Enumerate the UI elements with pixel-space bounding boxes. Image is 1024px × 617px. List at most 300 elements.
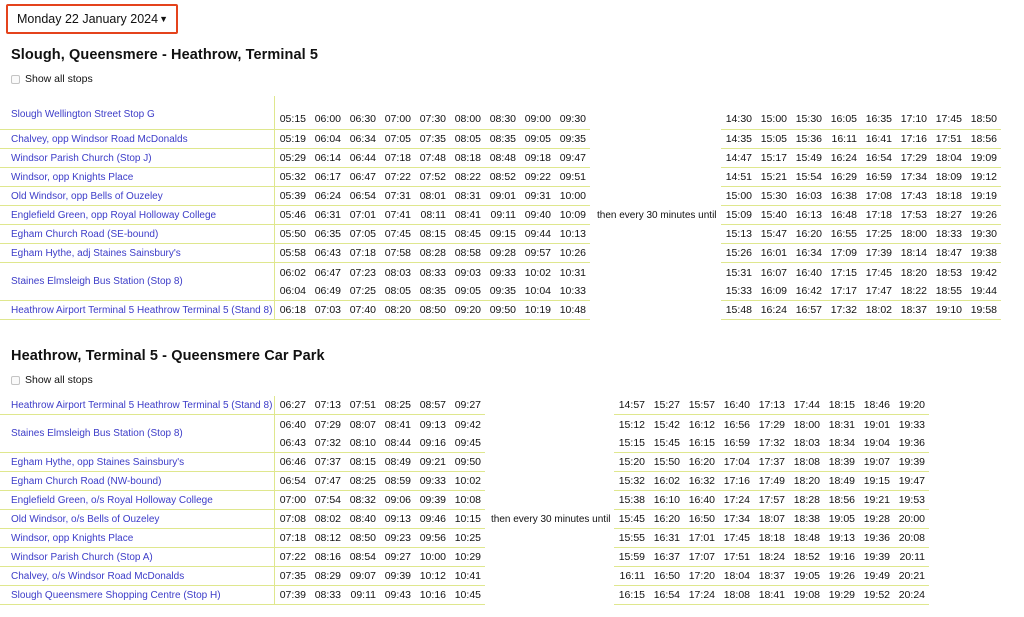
stop-link[interactable]: Egham Church Road (SE-bound): [0, 225, 274, 244]
departure-time: 16:29: [830, 171, 857, 183]
departure-time: 08:54: [349, 551, 376, 563]
stop-link[interactable]: Egham Hythe, adj Staines Sainsbury's: [0, 244, 274, 263]
departure-time: 10:26: [559, 247, 586, 259]
departure-time: 08:10: [349, 437, 376, 449]
departure-time: 18:20: [900, 266, 927, 279]
departure-time: 09:39: [419, 494, 446, 506]
departure-time: 08:59: [384, 475, 411, 487]
departure-time: 15:45: [618, 513, 645, 525]
departure-time: 16:38: [830, 190, 857, 202]
dropdown-arrow-icon: ▼: [159, 14, 168, 24]
departure-time: 10:02: [454, 475, 481, 487]
departure-time: 08:25: [384, 399, 411, 411]
departure-time: 09:28: [489, 247, 516, 259]
departure-time: 06:49: [314, 285, 341, 297]
departure-time: 17:24: [688, 589, 715, 601]
departure-time: 15:00: [725, 190, 752, 202]
stop-link[interactable]: Englefield Green, o/s Royal Holloway College: [0, 491, 274, 510]
departure-time: 14:35: [725, 133, 752, 145]
departure-time: 17:16: [900, 133, 927, 145]
departure-time: 17:15: [830, 266, 857, 279]
departure-time: 06:35: [314, 228, 341, 240]
departure-time: 16:55: [830, 228, 857, 240]
departure-time: 16:56: [723, 418, 750, 431]
departure-time: 16:59: [865, 171, 892, 183]
stop-link[interactable]: Windsor, opp Knights Place: [0, 168, 274, 187]
departure-time: 16:40: [688, 494, 715, 506]
departure-time: 09:50: [454, 456, 481, 468]
departure-time: 07:40: [349, 304, 376, 316]
departure-time: 19:30: [970, 228, 997, 240]
departure-time: 09:23: [384, 532, 411, 544]
stop-link[interactable]: Chalvey, o/s Windsor Road McDonalds: [0, 567, 274, 586]
departure-time: 18:46: [863, 399, 890, 411]
departure-time: 08:02: [314, 513, 341, 525]
departure-time: 18:24: [758, 551, 785, 563]
departure-time: 15:40: [760, 209, 787, 221]
departure-time: 06:17: [314, 171, 341, 183]
departure-time: 19:10: [935, 304, 962, 316]
departure-time: 19:39: [898, 456, 925, 468]
departure-time: 15:20: [618, 456, 645, 468]
departure-time: 16:50: [653, 570, 680, 582]
departure-time: 07:23: [349, 266, 376, 279]
departure-time: 06:44: [349, 152, 376, 164]
departure-time: 17:07: [688, 551, 715, 563]
departure-time: 09:45: [454, 437, 481, 449]
departure-time: 08:33: [419, 266, 446, 279]
departure-time: 09:56: [419, 532, 446, 544]
departure-time: 08:30: [489, 113, 516, 125]
departure-time: 08:05: [384, 285, 411, 297]
departure-time: 18:49: [828, 475, 855, 487]
departure-time: 17:57: [758, 494, 785, 506]
departure-time: 18:02: [865, 304, 892, 316]
departure-time: 07:48: [419, 152, 446, 164]
departure-time: 18:27: [935, 209, 962, 221]
departure-time: 18:04: [723, 570, 750, 582]
departure-time: 05:19: [279, 133, 306, 145]
departure-time: 18:14: [900, 247, 927, 259]
departure-time: 08:01: [419, 190, 446, 202]
departure-time: 07:08: [279, 513, 306, 525]
departure-time: 17:01: [688, 532, 715, 544]
departure-time: 18:47: [935, 247, 962, 259]
departure-time: 20:00: [898, 513, 925, 525]
departure-time: 06:43: [314, 247, 341, 259]
departure-time: 08:25: [349, 475, 376, 487]
departure-time: 18:55: [935, 285, 962, 297]
departure-time: 08:11: [420, 209, 446, 221]
departure-time: 15:59: [618, 551, 645, 563]
stop-link[interactable]: Egham Church Road (NW-bound): [0, 472, 274, 491]
departure-time: 08:50: [349, 532, 376, 544]
departure-time: 09:27: [384, 551, 411, 563]
stop-link[interactable]: Egham Hythe, opp Staines Sainsbury's: [0, 453, 274, 472]
departure-time: 08:52: [489, 171, 516, 183]
departure-time: 19:39: [863, 551, 890, 563]
departure-time: 07:18: [384, 152, 411, 164]
departure-time: 05:32: [279, 171, 306, 183]
departure-time: 06:18: [279, 304, 306, 316]
departure-time: 16:42: [795, 285, 822, 297]
departure-time: 09:27: [454, 399, 481, 411]
departure-time: 08:15: [419, 228, 446, 240]
departure-time: 15:54: [795, 171, 822, 183]
stop-link[interactable]: Windsor Parish Church (Stop J): [0, 149, 274, 168]
departure-time: 09:33: [419, 475, 446, 487]
departure-time: 06:54: [279, 475, 306, 487]
departure-time: 18:28: [793, 494, 820, 506]
departure-time: 18:00: [900, 228, 927, 240]
departure-time: 15:55: [618, 532, 645, 544]
departure-time: 09:21: [419, 456, 446, 468]
departure-time: 07:00: [384, 113, 411, 125]
departure-time: 19:09: [970, 152, 997, 164]
departure-time: 15:12: [618, 418, 645, 431]
departure-time: 15:38: [618, 494, 645, 506]
stop-link[interactable]: Englefield Green, opp Royal Holloway College: [0, 206, 274, 225]
departure-time: 07:29: [314, 418, 341, 431]
departure-time: 06:46: [279, 456, 306, 468]
departure-time: 08:05: [454, 133, 481, 145]
stop-link[interactable]: Staines Elmsleigh Bus Station (Stop 8): [0, 415, 274, 453]
departure-time: 16:09: [760, 285, 787, 297]
departure-time: 09:18: [524, 152, 551, 164]
departure-time: 07:13: [314, 399, 341, 411]
departure-time: 19:07: [863, 456, 890, 468]
departure-time: 19:15: [863, 475, 890, 487]
departure-time: 16:05: [830, 113, 857, 125]
stop-list: [0, 396, 275, 605]
departure-time: 09:15: [489, 228, 516, 240]
stop-link[interactable]: Slough Wellington Street Stop G: [0, 96, 274, 130]
departure-time: 08:03: [384, 266, 411, 279]
show-all-stops-label: Show all stops: [25, 73, 93, 85]
departure-time: 16:20: [653, 513, 680, 525]
departure-time: 17:45: [935, 113, 962, 125]
departure-time: 18:08: [793, 456, 820, 468]
departure-time: 07:58: [384, 247, 411, 259]
departure-time: 15:49: [795, 152, 822, 164]
departure-time: 06:54: [349, 190, 376, 202]
departure-time: 19:04: [863, 437, 890, 449]
stop-link[interactable]: Old Windsor, o/s Bells of Ouzeley: [0, 510, 274, 529]
departure-time: 06:27: [279, 399, 306, 411]
section-title-inbound: Heathrow, Terminal 5 - Queensmere Car Park: [11, 348, 325, 364]
departure-time: 16:02: [653, 475, 680, 487]
departure-time: 17:32: [830, 304, 857, 316]
departure-time: 16:15: [688, 437, 715, 449]
departure-time: 17:49: [758, 475, 785, 487]
departure-time: 10:00: [419, 551, 446, 563]
departure-time: 17:08: [865, 190, 892, 202]
departure-time: 15:05: [760, 133, 787, 145]
departure-time: 18:50: [970, 113, 997, 125]
departure-time: 19:42: [970, 266, 997, 279]
departure-time: 16:12: [688, 418, 715, 431]
departure-time: 07:05: [349, 228, 376, 240]
departure-time: 19:20: [898, 399, 925, 411]
departure-time: 09:16: [419, 437, 446, 449]
departure-time: 10:33: [559, 285, 586, 297]
departure-time: 08:20: [384, 304, 411, 316]
departure-time: 08:22: [454, 171, 481, 183]
departure-time: 18:04: [935, 152, 962, 164]
departure-time: 16:37: [653, 551, 680, 563]
departure-time: 09:11: [350, 589, 376, 601]
departure-time: 16:10: [653, 494, 680, 506]
departure-time: 08:58: [454, 247, 481, 259]
departure-time: 16:34: [795, 247, 822, 259]
departure-time: 16:40: [795, 266, 822, 279]
departure-time: 18:07: [758, 513, 785, 525]
departure-time: 17:10: [900, 113, 927, 125]
departure-time: 09:03: [454, 266, 481, 279]
departure-time: 17:53: [900, 209, 927, 221]
departure-time: 20:08: [898, 532, 925, 544]
departure-time: 08:15: [349, 456, 376, 468]
departure-time: 19:58: [970, 304, 997, 316]
departure-time: 07:22: [384, 171, 411, 183]
departure-time: 17:13: [758, 399, 785, 411]
departure-time: 17:34: [900, 171, 927, 183]
departure-time: 20:11: [899, 551, 925, 563]
departure-time: 07:51: [349, 399, 376, 411]
departure-time: 19:12: [970, 171, 997, 183]
frequency-note: then every 30 minutes until: [597, 210, 717, 221]
departure-time: 20:21: [898, 570, 925, 582]
departure-time: 08:33: [314, 589, 341, 601]
departure-time: 18:31: [828, 418, 855, 431]
departure-time: 17:45: [723, 532, 750, 544]
departure-time: 19:44: [970, 285, 997, 297]
departure-time: 15:48: [725, 304, 752, 316]
show-all-stops-toggle[interactable]: [11, 73, 93, 85]
departure-time: 08:12: [314, 532, 341, 544]
departure-time: 07:41: [384, 209, 411, 221]
departure-time: 15:30: [795, 113, 822, 125]
departure-time: 15:17: [760, 152, 787, 164]
departure-time: 18:39: [828, 456, 855, 468]
departure-time: 17:25: [865, 228, 892, 240]
section-title-outbound: Slough, Queensmere - Heathrow, Terminal 5: [11, 47, 319, 63]
departure-time: 16:32: [688, 475, 715, 487]
departure-time: 07:22: [279, 551, 306, 563]
departure-time: 18:37: [900, 304, 927, 316]
departure-time: 19:21: [863, 494, 890, 506]
departure-time: 09:06: [384, 494, 411, 506]
departure-time: 06:24: [314, 190, 341, 202]
departure-time: 09:46: [419, 513, 446, 525]
departure-time: 15:57: [688, 399, 715, 411]
stop-link[interactable]: Old Windsor, opp Bells of Ouzeley: [0, 187, 274, 206]
timetable-inbound: [0, 396, 1024, 605]
departure-time: 08:48: [489, 152, 516, 164]
departure-time: 16:01: [760, 247, 787, 259]
departure-time: 16:31: [653, 532, 680, 544]
departure-time: 18:52: [793, 551, 820, 563]
departure-time: 09:51: [559, 171, 586, 183]
departure-time: 19:38: [970, 247, 997, 259]
departure-time: 18:03: [793, 437, 820, 449]
departure-time: 17:29: [758, 418, 785, 431]
departure-time: 18:37: [758, 570, 785, 582]
departure-time: 10:48: [559, 304, 586, 316]
departure-time: 10:16: [419, 589, 446, 601]
departure-time: 16:03: [795, 190, 822, 202]
departure-time: 10:29: [454, 551, 481, 563]
departure-time: 06:47: [314, 266, 341, 279]
stop-link[interactable]: Windsor Parish Church (Stop A): [0, 548, 274, 567]
departure-time: 09:35: [489, 285, 516, 297]
departure-time: 09:22: [524, 171, 551, 183]
departure-time: 08:07: [349, 418, 376, 431]
departure-time: 09:01: [489, 190, 516, 202]
departure-time: 17:04: [723, 456, 750, 468]
departure-time: 17:51: [935, 133, 962, 145]
departure-time: 18:00: [793, 418, 820, 431]
stop-link[interactable]: Chalvey, opp Windsor Road McDonalds: [0, 130, 274, 149]
date-select[interactable]: [6, 4, 178, 34]
departure-time: 17:29: [900, 152, 927, 164]
departure-time: 15:36: [795, 133, 822, 145]
departure-time: 16:54: [865, 152, 892, 164]
departure-time: 19:16: [828, 551, 855, 563]
departure-time: 18:08: [723, 589, 750, 601]
departure-time: 18:38: [793, 513, 820, 525]
departure-time: 17:09: [830, 247, 857, 259]
departure-time: 14:51: [725, 171, 752, 183]
late-departures: [614, 396, 929, 605]
departure-time: 07:32: [314, 437, 341, 449]
stop-link[interactable]: Windsor, opp Knights Place: [0, 529, 274, 548]
departure-time: 07:37: [314, 456, 341, 468]
checkbox[interactable]: [11, 75, 20, 84]
departure-time: 05:46: [279, 209, 306, 221]
departure-time: 15:42: [653, 418, 680, 431]
departure-time: 15:31: [725, 266, 752, 279]
departure-time: 19:52: [863, 589, 890, 601]
departure-time: 16:07: [760, 266, 787, 279]
departure-time: 15:33: [725, 285, 752, 297]
departure-time: 17:44: [793, 399, 820, 411]
departure-time: 05:39: [279, 190, 306, 202]
departure-time: 08:49: [384, 456, 411, 468]
departure-time: 09:20: [454, 304, 481, 316]
departure-time: 09:33: [489, 266, 516, 279]
stop-link[interactable]: Slough Queensmere Shopping Centre (Stop H): [0, 586, 274, 605]
departure-time: 08:57: [419, 399, 446, 411]
departure-time: 08:50: [419, 304, 446, 316]
departure-time: 17:24: [723, 494, 750, 506]
departure-time: 18:22: [900, 285, 927, 297]
departure-time: 10:31: [559, 266, 586, 279]
departure-time: 15:27: [653, 399, 680, 411]
departure-time: 09:13: [419, 418, 446, 431]
departure-time: 09:00: [524, 113, 551, 125]
departure-time: 07:30: [419, 113, 446, 125]
departure-time: 09:44: [524, 228, 551, 240]
frequency-note: then every 30 minutes until: [491, 514, 611, 525]
departure-time: 17:16: [723, 475, 750, 487]
departure-time: 14:30: [725, 113, 752, 125]
departure-time: 10:45: [454, 589, 481, 601]
departure-time: 07:01: [349, 209, 376, 221]
departure-time: 15:50: [653, 456, 680, 468]
departure-time: 07:35: [419, 133, 446, 145]
departure-time: 19:47: [898, 475, 925, 487]
departure-time: 10:41: [454, 570, 481, 582]
departure-time: 18:20: [793, 475, 820, 487]
departure-time: 16:20: [688, 456, 715, 468]
departure-time: 08:18: [454, 152, 481, 164]
departure-time: 09:07: [349, 570, 376, 582]
departure-time: 05:58: [279, 247, 306, 259]
departure-time: 10:02: [524, 266, 551, 279]
departure-time: 06:34: [349, 133, 376, 145]
departure-time: 17:34: [723, 513, 750, 525]
departure-time: 09:35: [559, 133, 586, 145]
departure-time: 19:19: [970, 190, 997, 202]
stop-link[interactable]: Heathrow Airport Terminal 5 Heathrow Terminal 5 (Stand 8): [0, 396, 274, 415]
departure-time: 15:30: [760, 190, 787, 202]
departure-time: 19:28: [863, 513, 890, 525]
departure-time: 18:53: [935, 266, 962, 279]
departure-time: 07:45: [384, 228, 411, 240]
departure-time: 15:13: [725, 228, 752, 240]
departure-time: 08:00: [454, 113, 481, 125]
departure-time: 17:47: [865, 285, 892, 297]
departure-time: 06:47: [349, 171, 376, 183]
departure-time: 06:04: [314, 133, 341, 145]
departure-time: 19:53: [898, 494, 925, 506]
stop-link[interactable]: Staines Elmsleigh Bus Station (Stop 8): [0, 263, 274, 301]
departure-time: 16:50: [688, 513, 715, 525]
departure-time: 19:36: [863, 532, 890, 544]
departure-time: 17:43: [900, 190, 927, 202]
show-all-stops-toggle[interactable]: [11, 374, 93, 386]
departure-time: 10:12: [419, 570, 446, 582]
departure-time: 05:50: [279, 228, 306, 240]
departure-time: 09:40: [524, 209, 551, 221]
departure-time: 16:40: [723, 399, 750, 411]
departure-time: 18:18: [935, 190, 962, 202]
departure-time: 06:14: [314, 152, 341, 164]
departure-time: 07:05: [384, 133, 411, 145]
departure-time: 15:21: [760, 171, 787, 183]
departure-time: 07:31: [384, 190, 411, 202]
departure-time: 07:52: [419, 171, 446, 183]
departure-time: 18:18: [758, 532, 785, 544]
departure-time: 19:36: [898, 437, 925, 449]
departure-time: 19:05: [828, 513, 855, 525]
departure-time: 16:48: [830, 209, 857, 221]
departure-time: 19:29: [828, 589, 855, 601]
departure-time: 16:11: [619, 570, 645, 582]
departure-time: 17:39: [865, 247, 892, 259]
departure-time: 19:01: [863, 418, 890, 431]
departure-time: 19:33: [898, 418, 925, 431]
departure-time: 18:56: [828, 494, 855, 506]
stop-link[interactable]: Heathrow Airport Terminal 5 Heathrow Terminal 5 (Stand 8): [0, 301, 274, 320]
departure-time: 06:04: [279, 285, 306, 297]
departure-time: 08:41: [454, 209, 481, 221]
checkbox[interactable]: [11, 376, 20, 385]
departure-time: 06:31: [314, 209, 341, 221]
departure-time: 19:13: [828, 532, 855, 544]
departure-time: 09:39: [384, 570, 411, 582]
